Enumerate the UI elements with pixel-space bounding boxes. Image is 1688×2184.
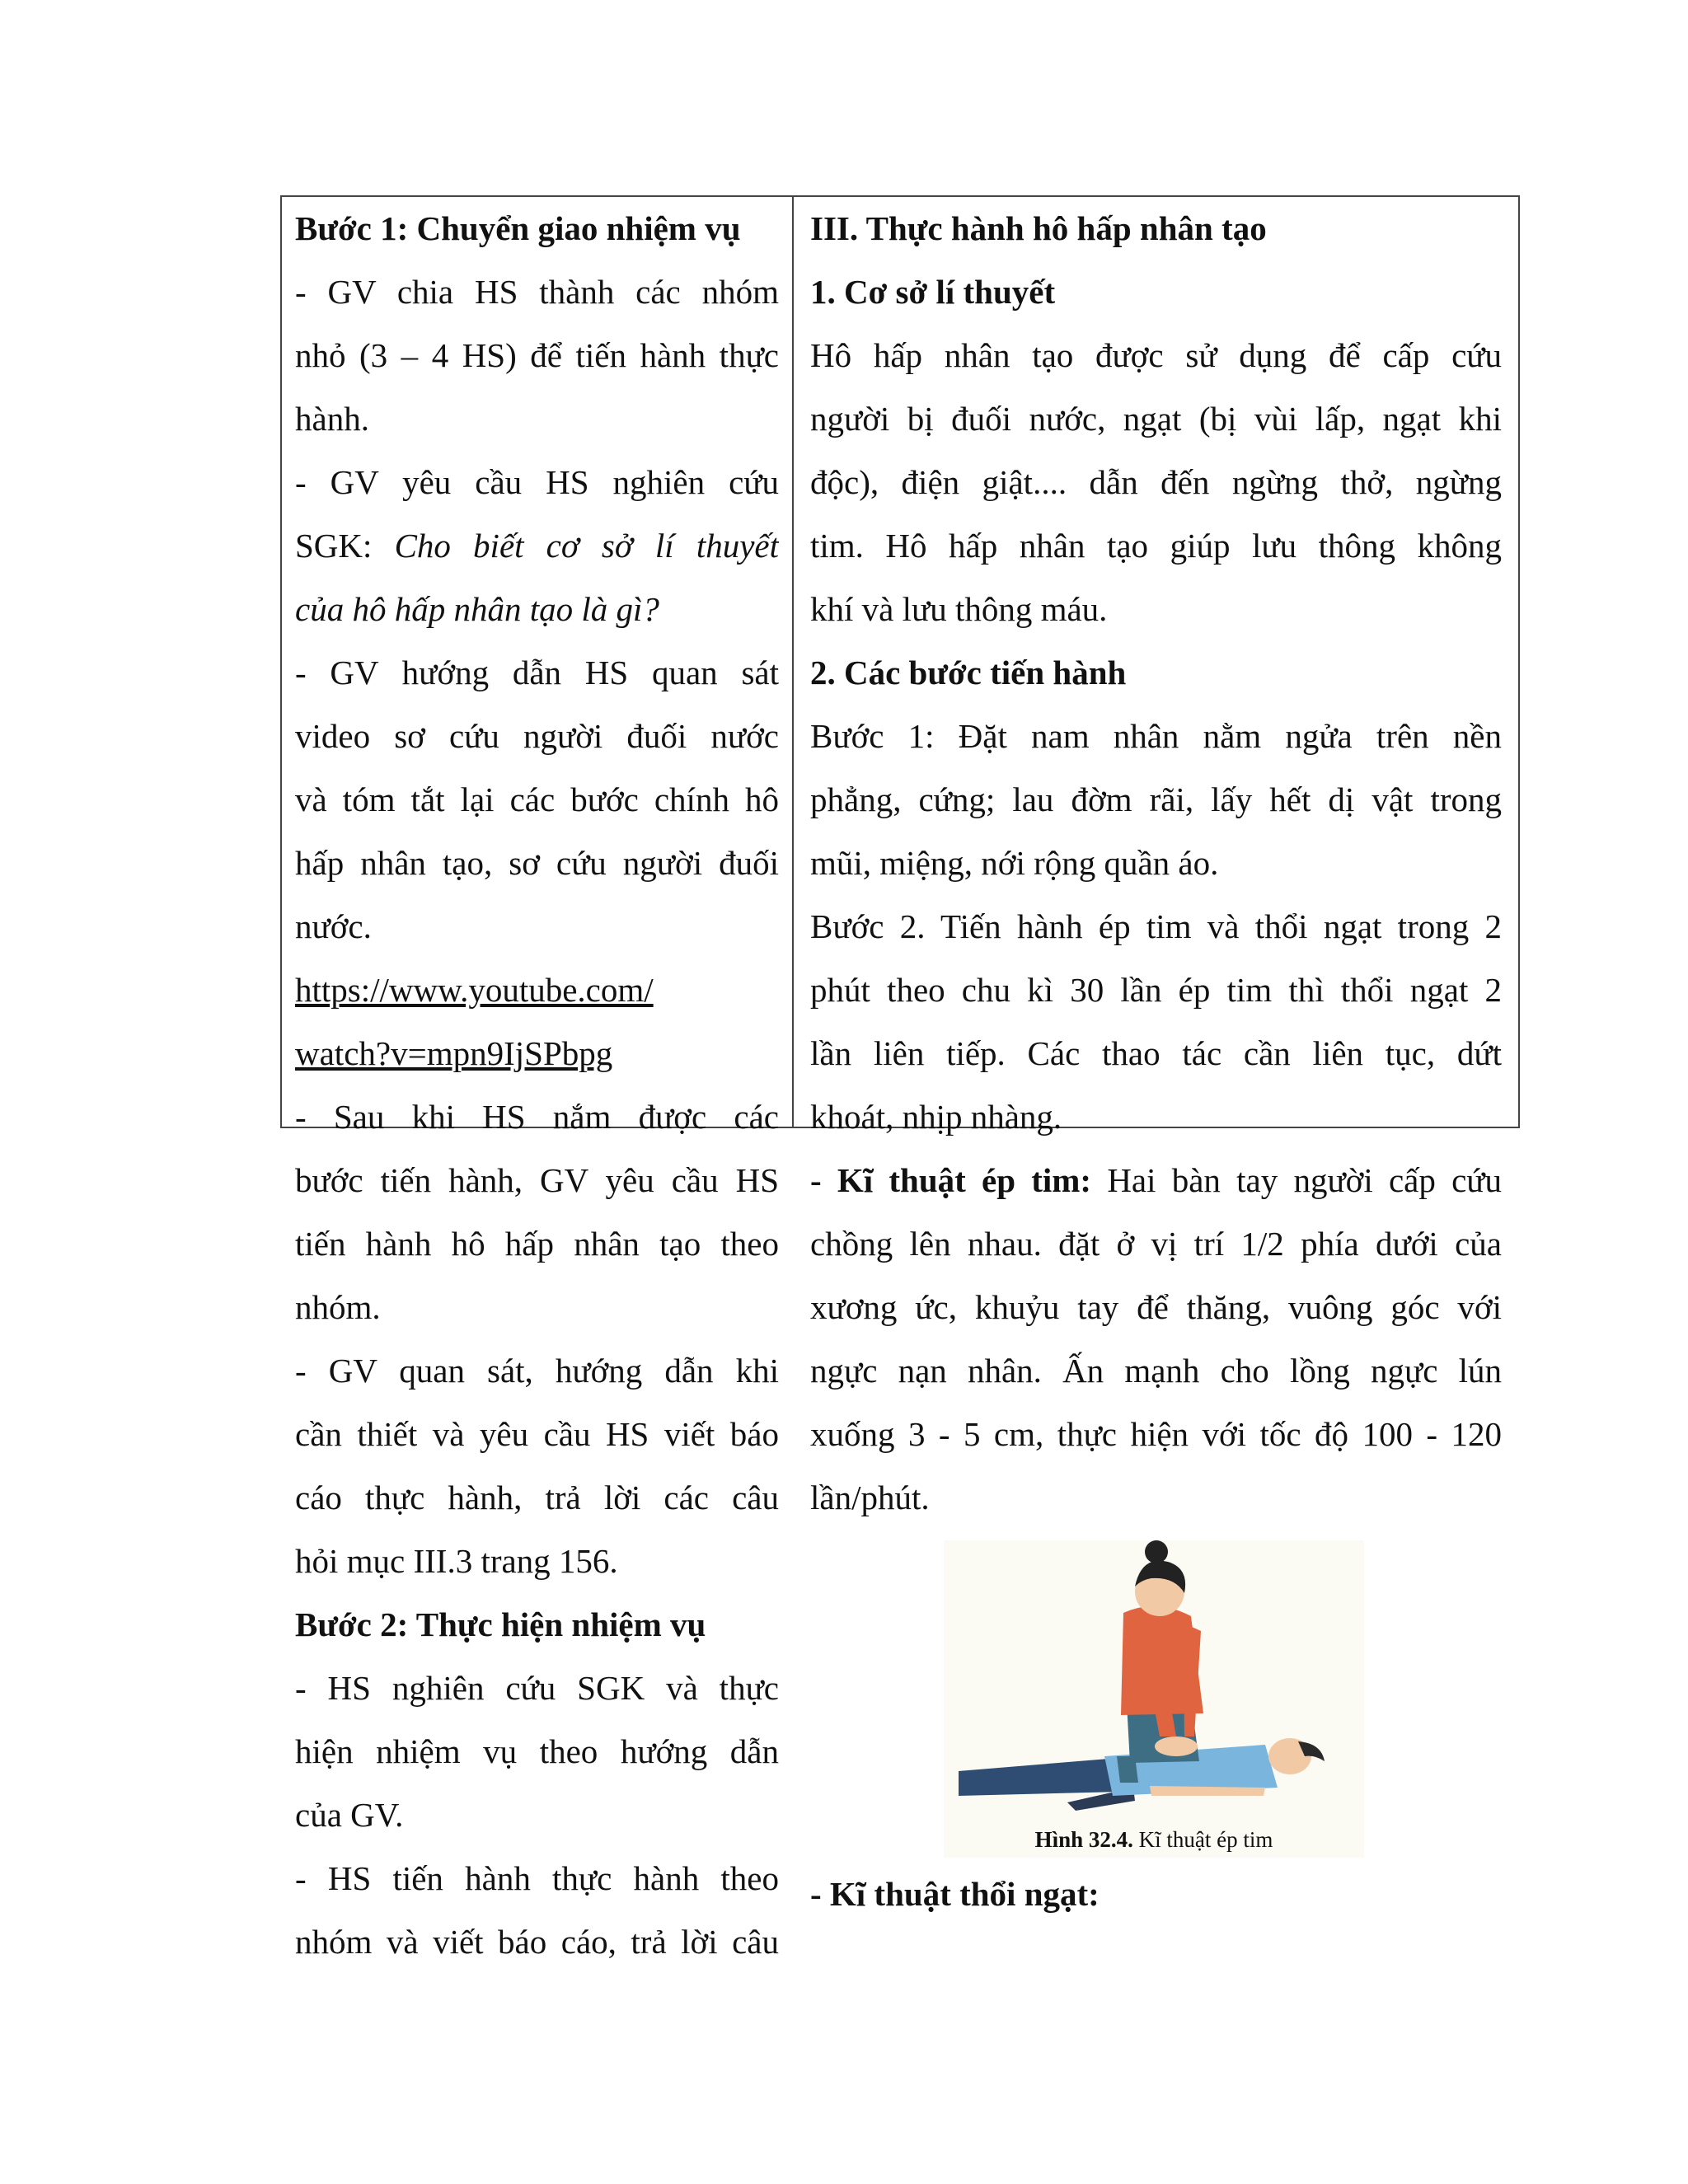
text-line: bước tiến hành, GV yêu cầu HS <box>295 1161 779 1199</box>
content-column <box>794 197 1518 1913</box>
text-line <box>295 514 779 578</box>
figure-caption <box>944 1827 1364 1853</box>
text-line: xuống 3 - 5 cm, thực hiện với tốc độ 100 - 120 <box>810 1415 1502 1453</box>
cpr-illustration <box>944 1540 1364 1858</box>
question-italic: của hô hấp nhân tạo là gì? <box>295 590 659 628</box>
text-line: Bước 1: Đặt nam nhân nằm ngửa trên nền <box>810 717 1502 755</box>
text-line: - HS nghiên cứu SGK và thực <box>295 1669 779 1707</box>
text-line: - GV hướng dẫn HS quan sát <box>295 654 779 691</box>
text-line: - HS tiến hành thực hành theo <box>295 1859 779 1897</box>
text-line: người bị đuối nước, ngạt (bị vùi lấp, ngạt khi <box>810 400 1502 438</box>
video-link-line[interactable] <box>295 1022 779 1085</box>
technique-label: - Kĩ thuật thổi ngạt: <box>810 1875 1100 1913</box>
video-link[interactable]: https://www.youtube.com/ <box>295 971 654 1009</box>
text-line: phẳng, cứng; lau đờm rãi, lấy hết dị vật trong <box>810 780 1502 818</box>
text-span: Hai bàn tay người cấp cứu <box>1091 1161 1502 1199</box>
text-line: tiến hành hô hấp nhân tạo theo <box>295 1225 779 1263</box>
text-line: tim. Hô hấp nhân tạo giúp lưu thông không <box>810 527 1502 565</box>
section-title: III. Thực hành hô hấp nhân tạo <box>810 209 1267 247</box>
text-line: lần liên tiếp. Các thao tác cần liên tục, dứt <box>810 1034 1502 1072</box>
text-line: phút theo chu kì 30 lần ép tim thì thổi ngạt 2 <box>810 971 1502 1009</box>
caption-number: Hình 32.4. <box>1034 1827 1133 1852</box>
text-line: và tóm tắt lại các bước chính hô <box>295 780 779 818</box>
text-line: video sơ cứu người đuối nước <box>295 717 779 755</box>
teacher-activity-column <box>282 197 794 1961</box>
text-line: Hô hấp nhân tạo được sử dụng để cấp cứu <box>810 336 1502 374</box>
text-span: SGK: <box>295 527 395 565</box>
text-line: của GV. <box>295 1796 404 1834</box>
text-line: khoát, nhịp nhàng. <box>810 1098 1062 1136</box>
text-line: mũi, miệng, nới rộng quần áo. <box>810 844 1219 882</box>
text-line: hỏi mục III.3 trang 156. <box>295 1542 618 1580</box>
text-line: - GV yêu cầu HS nghiên cứu <box>295 463 779 501</box>
text-line: khí và lưu thông máu. <box>810 590 1108 628</box>
text-line: hiện nhiệm vụ theo hướng dẫn <box>295 1732 779 1770</box>
text-line: chồng lên nhau. đặt ở vị trí 1/2 phía dưới của <box>810 1225 1502 1263</box>
subheading: 2. Các bước tiến hành <box>810 654 1127 691</box>
step1-title: Bước 1: Chuyển giao nhiệm vụ <box>295 209 741 247</box>
text-line: xương ức, khuỷu tay để thăng, vuông góc với <box>810 1288 1502 1326</box>
caption-text: Kĩ thuật ép tim <box>1132 1827 1273 1852</box>
text-line: lần/phút. <box>810 1479 930 1516</box>
text-line: - GV chia HS thành các nhóm <box>295 273 779 311</box>
lesson-table <box>280 195 1520 1961</box>
text-line: nhóm. <box>295 1288 381 1326</box>
text-line: Bước 2. Tiến hành ép tim và thổi ngạt trong 2 <box>810 907 1502 945</box>
text-line: hành. <box>295 400 369 438</box>
question-italic: Cho biết cơ sở lí thuyết <box>394 527 779 565</box>
step2-title: Bước 2: Thực hiện nhiệm vụ <box>295 1605 706 1643</box>
text-line: ngực nạn nhân. Ấn mạnh cho lồng ngực lún <box>810 1352 1502 1390</box>
text-line: - GV quan sát, hướng dẫn khi <box>295 1352 779 1390</box>
text-line: cáo thực hành, trả lời các câu <box>295 1479 779 1516</box>
text-line <box>810 1149 1502 1212</box>
video-link-line[interactable] <box>295 958 779 1022</box>
text-line: - Sau khi HS nắm được các <box>295 1098 779 1136</box>
subheading: 1. Cơ sở lí thuyết <box>810 273 1056 311</box>
text-line: nước. <box>295 907 372 945</box>
text-line: cần thiết và yêu cầu HS viết báo <box>295 1415 779 1453</box>
text-line: độc), điện giật.... dẫn đến ngừng thở, ngừng <box>810 463 1502 501</box>
technique-label: - Kĩ thuật ép tim: <box>810 1161 1092 1199</box>
video-link[interactable]: watch?v=mpn9IjSPbpg <box>295 1034 613 1072</box>
text-line: nhóm và viết báo cáo, trả lời câu <box>295 1923 779 1961</box>
text-line: hấp nhân tạo, sơ cứu người đuối <box>295 844 779 882</box>
cpr-figure <box>944 1540 1364 1858</box>
text-line: nhỏ (3 – 4 HS) để tiến hành thực <box>295 336 779 374</box>
